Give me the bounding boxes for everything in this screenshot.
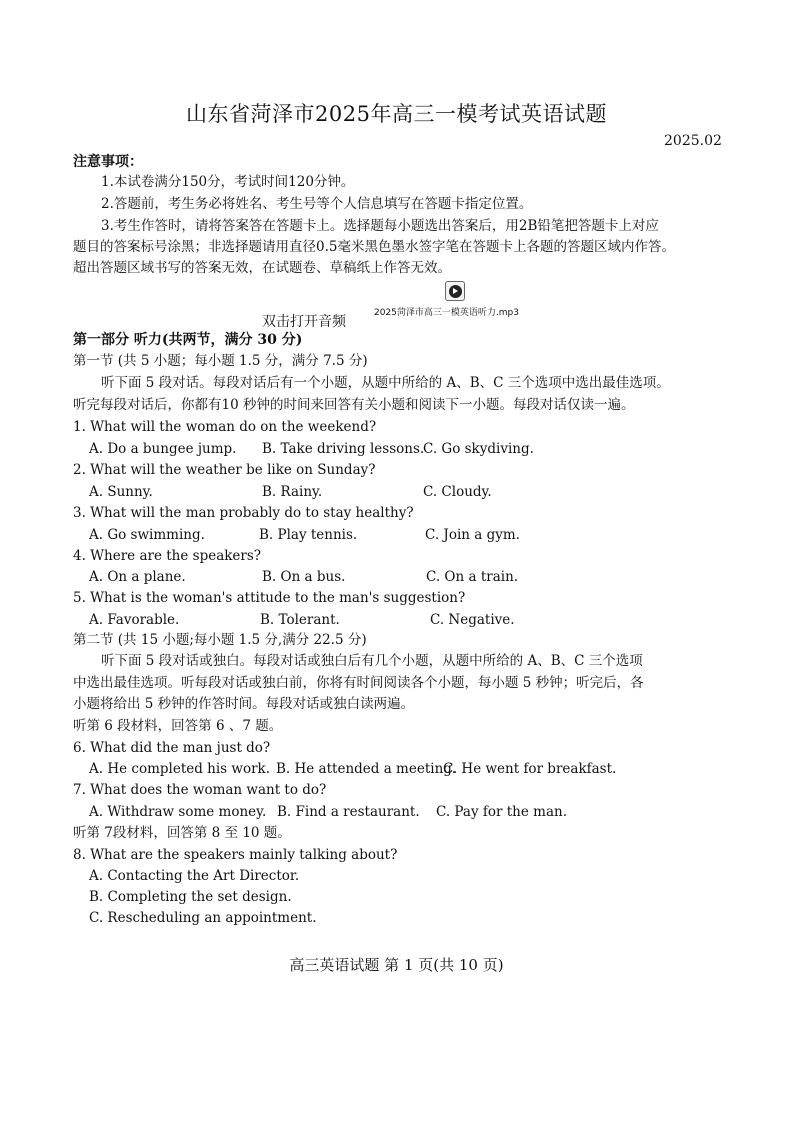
question-3: 3. What will the man probably do to stay healthy? (73, 505, 414, 521)
section1-heading: 第一节 (共 5 小题；每小题 1.5 分，满分 7.5 分) (73, 353, 368, 369)
option-2c: C. Cloudy. (423, 484, 492, 500)
option-7a: A. Withdraw some money. (89, 804, 267, 820)
notice-line-3c: 超出答题区域书写的答案无效，在试题卷、草稿纸上作答无效。 (73, 260, 451, 276)
exam-date: 2025.02 (664, 133, 722, 149)
audio-filename[interactable]: 2025菏泽市高三一模英语听力.mp3 (374, 308, 519, 318)
option-3b: B. Play tennis. (259, 527, 358, 543)
material-6-note: 听第 6 段材料，回答第 6 、7 题。 (73, 718, 283, 734)
section1-instruction-1: 听下面 5 段对话。每段对话后有一个小题，从题中所给的 A、B、C 三个选项中选出最佳选项。 (101, 375, 670, 391)
notice-line-3a: 3.考生作答时，请将答案答在答题卡上。选择题每小题选出答案后，用2B铅笔把答题卡上对应 (101, 218, 659, 234)
option-3c: C. Join a gym. (425, 527, 520, 543)
question-5: 5. What is the woman's attitude to the man's suggestion? (73, 590, 466, 606)
option-6a: A. He completed his work. (89, 761, 271, 777)
option-4a: A. On a plane. (89, 569, 186, 585)
option-2b: B. Rainy. (262, 484, 323, 500)
option-1a: A. Do a bungee jump. (89, 441, 237, 457)
page-title: 山东省菏泽市2025年高三一模考试英语试题 (186, 102, 607, 126)
notice-line-2: 2.答题前，考生务必将姓名、考生号等个人信息填写在答题卡指定位置。 (101, 196, 533, 212)
question-4: 4. Where are the speakers? (73, 548, 262, 564)
section2-instruction-1: 听下面 5 段对话或独白。每段对话或独白后有几个小题，从题中所给的 A、B、C 三个选项 (101, 653, 643, 669)
question-7: 7. What does the woman want to do? (73, 782, 327, 798)
option-5c: C. Negative. (430, 612, 515, 628)
option-8c: C. Rescheduling an appointment. (89, 910, 317, 926)
option-1b: B. Take driving lessons. (262, 441, 425, 457)
option-3a: A. Go swimming. (89, 527, 205, 543)
section2-instruction-2: 中选出最佳选项。听每段对话或独白前，你将有时间阅读各个小题，每小题 5 秒钟；听完后，各 (73, 675, 644, 691)
option-5a: A. Favorable. (89, 612, 180, 628)
notice-line-3b: 题目的答案标号涂黑；非选择题请用直径0.5毫米黑色墨水签字笔在答题卡上各题的答题区域内作答。 (73, 239, 675, 255)
option-4b: B. On a bus. (262, 569, 346, 585)
audio-play-icon[interactable] (445, 281, 465, 301)
option-5b: B. Tolerant. (260, 612, 340, 628)
question-6: 6. What did the man just do? (73, 740, 271, 756)
notice-line-1: 1.本试卷满分150分，考试时间120分钟。 (101, 174, 355, 190)
option-8b: B. Completing the set design. (89, 889, 292, 905)
section2-instruction-3: 小题将给出 5 秒钟的作答时间。每段对话或独白读两遍。 (73, 696, 415, 712)
option-4c: C. On a train. (426, 569, 519, 585)
page-footer: 高三英语试题 第 1 页(共 10 页) (289, 956, 504, 974)
notice-heading: 注意事项： (73, 154, 143, 170)
question-8: 8. What are the speakers mainly talking about? (73, 847, 398, 863)
part1-heading: 第一部分 听力(共两节，满分 30 分) (73, 332, 303, 348)
option-1c: C. Go skydiving. (423, 441, 534, 457)
option-6b: B. He attended a meeting. (276, 761, 457, 777)
section2-heading: 第二节 (共 15 小题;每小题 1.5 分,满分 22.5 分) (73, 632, 367, 648)
question-1: 1. What will the woman do on the weekend? (73, 419, 377, 435)
option-7b: B. Find a restaurant. (277, 804, 420, 820)
material-7-note: 听第 7段材料，回答第 8 至 10 题。 (73, 825, 291, 841)
option-2a: A. Sunny. (89, 484, 153, 500)
section1-instruction-2: 听完每段对话后，你都有10 秒钟的时间来回答有关小题和阅读下一小题。每段对话仅读一遍。 (73, 397, 635, 413)
question-2: 2. What will the weather be like on Sunday? (73, 462, 376, 478)
audio-open-label: 双击打开音频 (262, 314, 346, 330)
option-6c: C. He went for breakfast. (443, 761, 617, 777)
option-7c: C. Pay for the man. (436, 804, 567, 820)
option-8a: A. Contacting the Art Director. (89, 868, 300, 884)
